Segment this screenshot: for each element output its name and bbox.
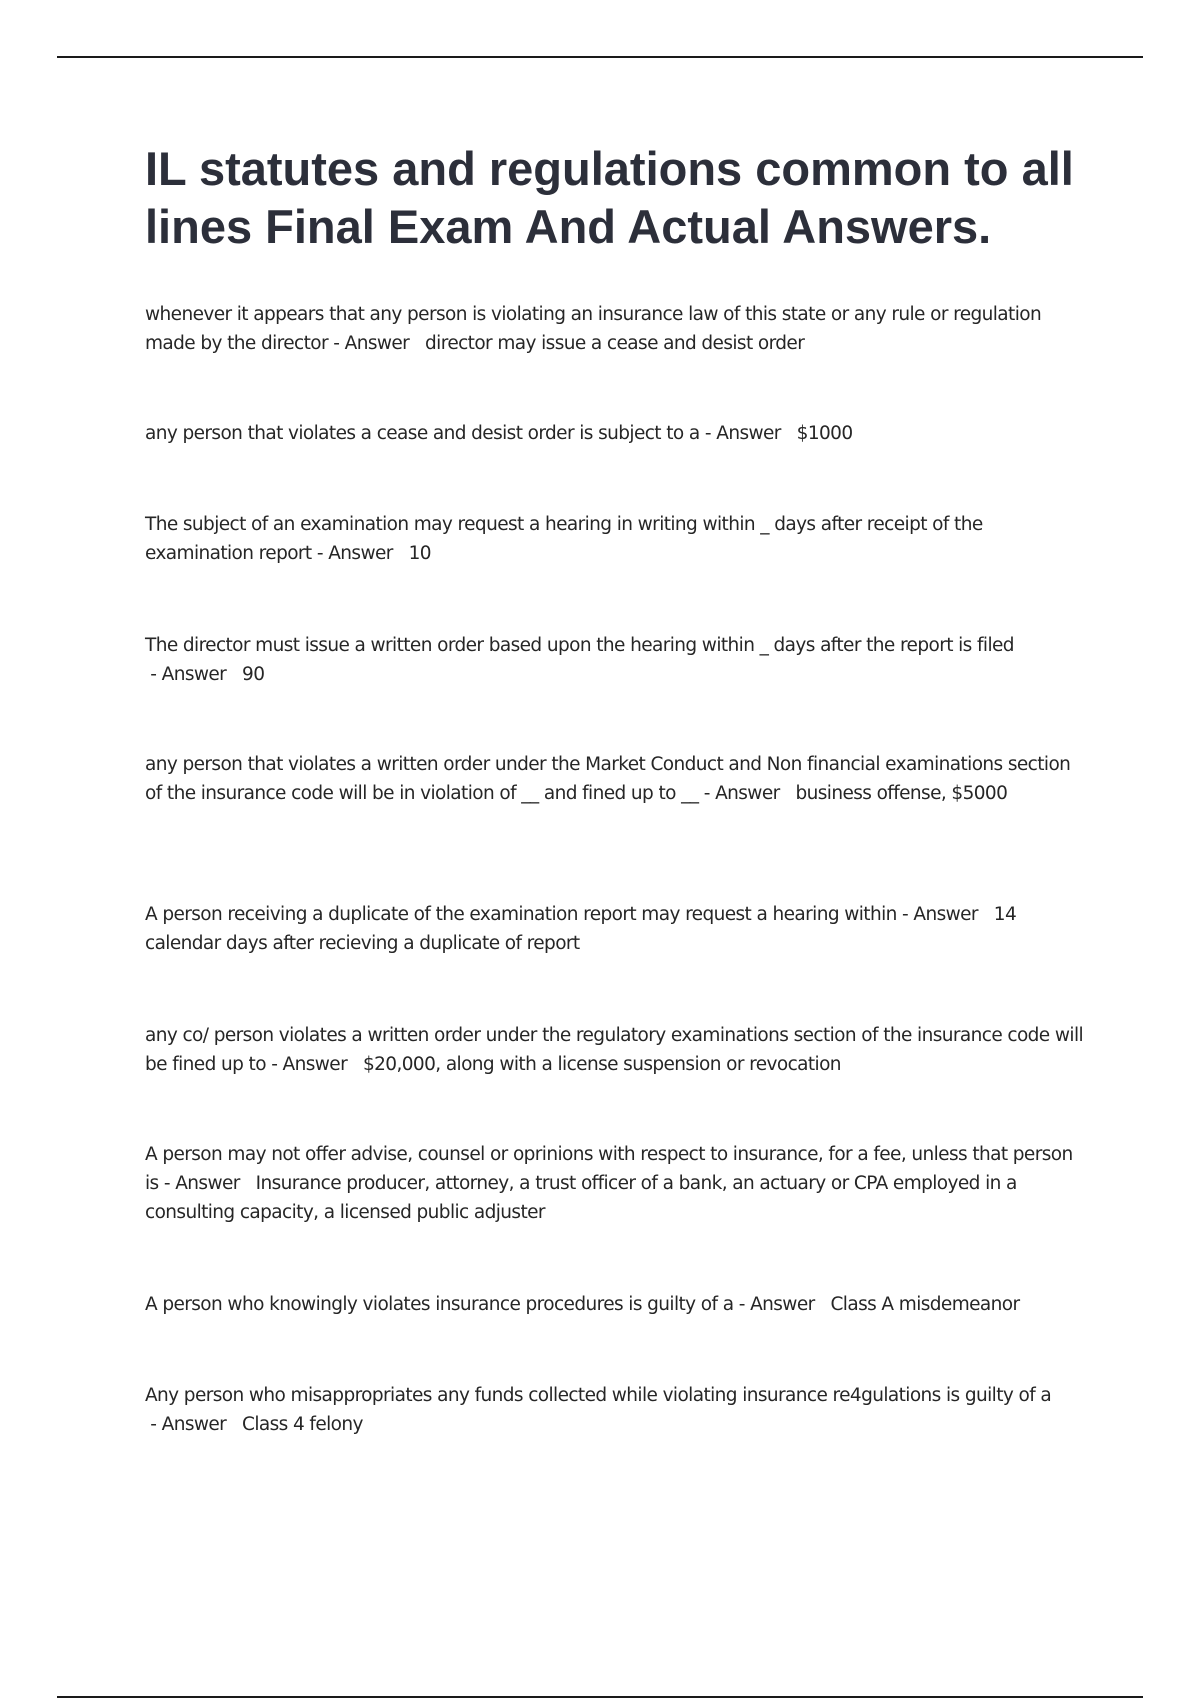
answer-text: 10 <box>408 543 431 564</box>
qa-item <box>145 1290 1085 1319</box>
question-text: The subject of an examination may request a hearing in writing within _ days after receipt of the examination report <box>145 514 983 564</box>
question-text: any person that violates a written order under the Market Conduct and Non financial examinations section of the insurance code will be in violation of __ and fined up to __ <box>145 754 1071 804</box>
answer-separator: - Answer <box>158 1173 246 1194</box>
answer-text: $1000 <box>796 423 853 444</box>
qa-item <box>145 419 1085 448</box>
question-text: whenever it appears that any person is violating an insurance law of this state or any rule or regulation made by the director <box>145 304 1042 354</box>
answer-separator: - Answer <box>699 423 787 444</box>
document-title: IL statutes and regulations common to all lines Final Exam And Actual Answers. <box>145 142 1074 253</box>
qa-item <box>145 1381 1085 1439</box>
answer-text: business offense, $5000 <box>795 783 1008 804</box>
bottom-rule <box>57 1696 1143 1698</box>
answer-text: 90 <box>242 664 265 685</box>
answer-separator: - Answer <box>896 904 984 925</box>
question-text: A person may not offer advise, counsel or oprinions with respect to insurance, for a fee, unless that person is <box>145 1144 1073 1194</box>
qa-item <box>145 1140 1085 1227</box>
answer-text: Class 4 felony <box>242 1414 363 1435</box>
answer-text: Class A misdemeanor <box>830 1294 1020 1315</box>
question-text: Any person who misappropriates any funds collected while violating insurance re4gulations is guilty of a <box>145 1385 1052 1406</box>
question-text: A person who knowingly violates insurance procedures is guilty of a <box>145 1294 734 1315</box>
answer-separator: - Answer <box>311 543 399 564</box>
qa-item <box>145 1021 1085 1079</box>
answer-text: Insurance producer, attorney, a trust officer of a bank, an actuary or CPA employed in a consulting capacity, a licensed public adjuster <box>145 1173 1017 1223</box>
question-text: The director must issue a written order based upon the hearing within _ days after the report is filed <box>145 635 1014 656</box>
qa-item <box>145 510 1085 568</box>
qa-item <box>145 750 1085 808</box>
answer-separator: - Answer <box>698 783 785 804</box>
answer-text: $20,000, along with a license suspension or revocation <box>362 1054 841 1075</box>
answer-separator: - Answer <box>145 664 232 685</box>
answer-text: 14 calendar days after recieving a duplicate of report <box>145 904 1017 954</box>
answer-separator: - Answer <box>328 333 415 354</box>
answer-separator: - Answer <box>145 1414 232 1435</box>
qa-item <box>145 631 1085 689</box>
answer-separator: - Answer <box>733 1294 820 1315</box>
qa-item <box>145 300 1085 358</box>
qa-item <box>145 900 1085 958</box>
answer-text: director may issue a cease and desist order <box>425 333 805 354</box>
question-text: any person that violates a cease and desist order is subject to a <box>145 423 700 444</box>
top-rule <box>57 56 1143 58</box>
answer-separator: - Answer <box>265 1054 353 1075</box>
question-text: any co/ person violates a written order under the regulatory examinations section of the insurance code will be fined up to <box>145 1025 1084 1075</box>
question-text: A person receiving a duplicate of the examination report may request a hearing within <box>145 904 897 925</box>
